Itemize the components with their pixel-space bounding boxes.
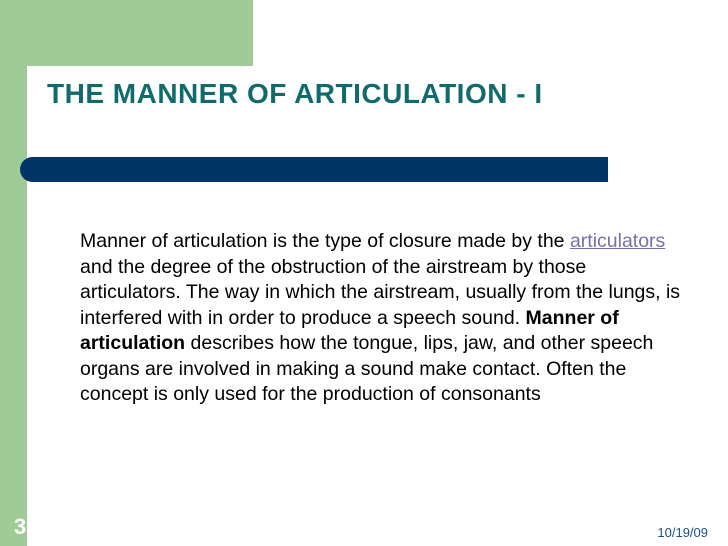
articulators-link[interactable]: articulators xyxy=(569,230,666,252)
body-text-part-2: and the degree of the obstruction of the airstream by those articulators. The way in which the airstream, usually from the lungs, is interfered with in order to produce a speech sound. xyxy=(80,255,681,329)
slide-title: THE MANNER OF ARTICULATION - I xyxy=(47,78,543,109)
top-green-block xyxy=(0,0,253,66)
body-text-part-1: Manner of articulation is the type of closure made by the xyxy=(80,230,570,252)
slide-number: 35 xyxy=(14,514,39,539)
left-green-bar xyxy=(0,0,27,546)
slide-date: 10/19/09 xyxy=(657,525,708,540)
body-bold-term: Manner of articulation xyxy=(80,306,619,354)
title-underline-bar xyxy=(20,157,608,182)
slide-body xyxy=(80,229,692,408)
body-text-part-3: describes how the tongue, lips, jaw, and other speech organs are involved in making a sound make contact. Often the concept is only used for the production of consonants xyxy=(80,332,654,405)
